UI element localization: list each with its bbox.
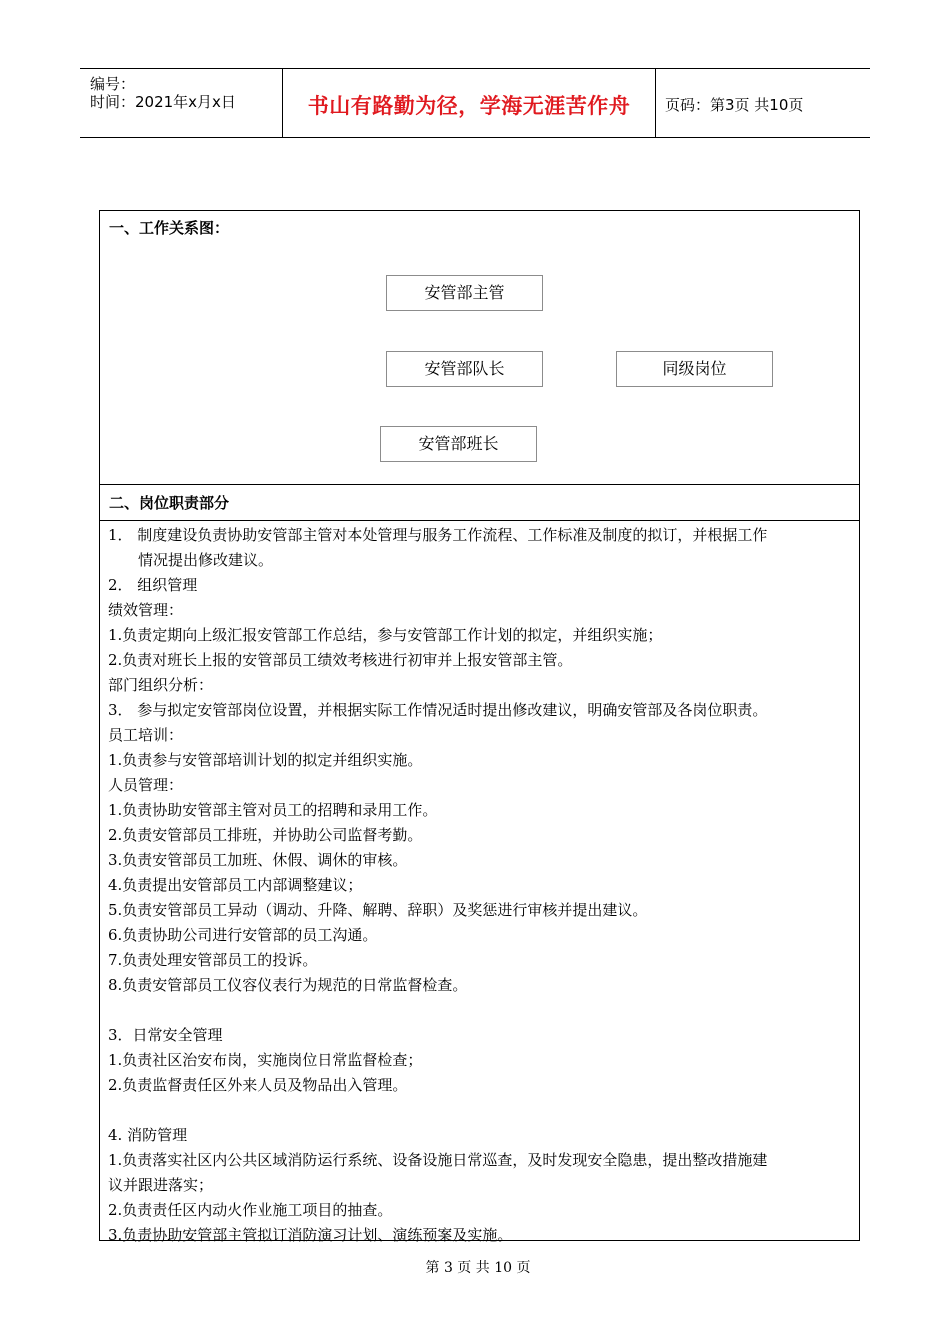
duty-line: 员工培训：: [108, 726, 184, 744]
duty-line: 1.负责社区治安布岗，实施岗位日常监督检查；: [108, 1051, 423, 1069]
motto-text: 书山有路勤为径，学海无涯苦作舟: [307, 94, 631, 118]
org-box-peer-position: 同级岗位: [616, 351, 773, 387]
duty-line: 2． 组织管理: [108, 576, 198, 594]
duty-line: 4. 消防管理: [108, 1126, 188, 1144]
header-motto-cell: [283, 69, 656, 137]
duty-line: 1.负责落实社区内公共区域消防运行系统、设备设施日常巡查，及时发现安全隐患，提出整改措施建: [108, 1151, 768, 1169]
duty-line: 1.负责协助安管部主管对员工的招聘和录用工作。: [108, 801, 438, 819]
duty-line: 1.负责参与安管部培训计划的拟定并组织实施。: [108, 751, 423, 769]
time-label: 时间：2021年x月x日: [90, 93, 236, 111]
duty-line: 1． 制度建设负责协助安管部主管对本处管理与服务工作流程、工作标准及制度的拟订，并根据工作: [108, 526, 768, 544]
header-left-cell: [80, 69, 283, 137]
duty-line: 3．日常安全管理: [108, 1026, 223, 1044]
duty-line: 1.负责定期向上级汇报安管部工作总结，参与安管部工作计划的拟定，并组织实施；: [108, 626, 663, 644]
duty-line: 2.负责责任区内动火作业施工项目的抽查。: [108, 1201, 393, 1219]
relationship-title: 一、工作关系图：: [109, 219, 230, 237]
duty-line: 4.负责提出安管部员工内部调整建议；: [108, 876, 363, 894]
duties-content: [108, 523, 853, 1248]
duty-line: 人员管理：: [108, 776, 184, 794]
duty-line: 3.负责安管部员工加班、休假、调休的审核。: [108, 851, 408, 869]
duty-line: 6.负责协助公司进行安管部的员工沟通。: [108, 926, 378, 944]
duty-line: 3． 参与拟定安管部岗位设置，并根据实际工作情况适时提出修改建议，明确安管部及各岗位职责。: [108, 701, 768, 719]
duty-line: 议并跟进落实；: [108, 1176, 214, 1194]
org-box-security-supervisor: 安管部主管: [386, 275, 543, 311]
duty-line: 7.负责处理安管部员工的投诉。: [108, 951, 318, 969]
blank-line: [108, 998, 853, 1023]
number-label: 编号：: [90, 75, 136, 93]
org-box-security-captain: 安管部队长: [386, 351, 543, 387]
footer-page-text: 第 3 页 共 10 页: [425, 1260, 531, 1276]
page-number-label: 页码：第3页 共10页: [665, 96, 804, 114]
header-page-cell: [656, 69, 870, 137]
relationship-section: [100, 211, 859, 485]
duty-line: 2.负责安管部员工排班，并协助公司监督考勤。: [108, 826, 423, 844]
duty-line: 3.负责协助安管部主管拟订消防演习计划、演练预案及实施。: [108, 1226, 513, 1244]
duties-title: 二、岗位职责部分: [109, 494, 230, 512]
page-header: [80, 68, 870, 138]
duty-line: 2.负责监督责任区外来人员及物品出入管理。: [108, 1076, 408, 1094]
duty-line: 5.负责安管部员工异动（调动、升降、解聘、辞职）及奖惩进行审核并提出建议。: [108, 901, 648, 919]
duty-line: 8.负责安管部员工仪容仪表行为规范的日常监督检查。: [108, 976, 468, 994]
job-description-table: [99, 210, 860, 1244]
duty-line: 2.负责对班长上报的安管部员工绩效考核进行初审并上报安管部主管。: [108, 651, 573, 669]
duty-line: 情况提出修改建议。: [138, 551, 274, 569]
blank-line: [108, 1098, 853, 1123]
duties-section-header: [100, 484, 859, 521]
org-box-security-team-leader: 安管部班长: [380, 426, 537, 462]
duty-line: 绩效管理：: [108, 601, 184, 619]
duty-line: 部门组织分析：: [108, 676, 214, 694]
page-footer: [0, 1257, 950, 1277]
